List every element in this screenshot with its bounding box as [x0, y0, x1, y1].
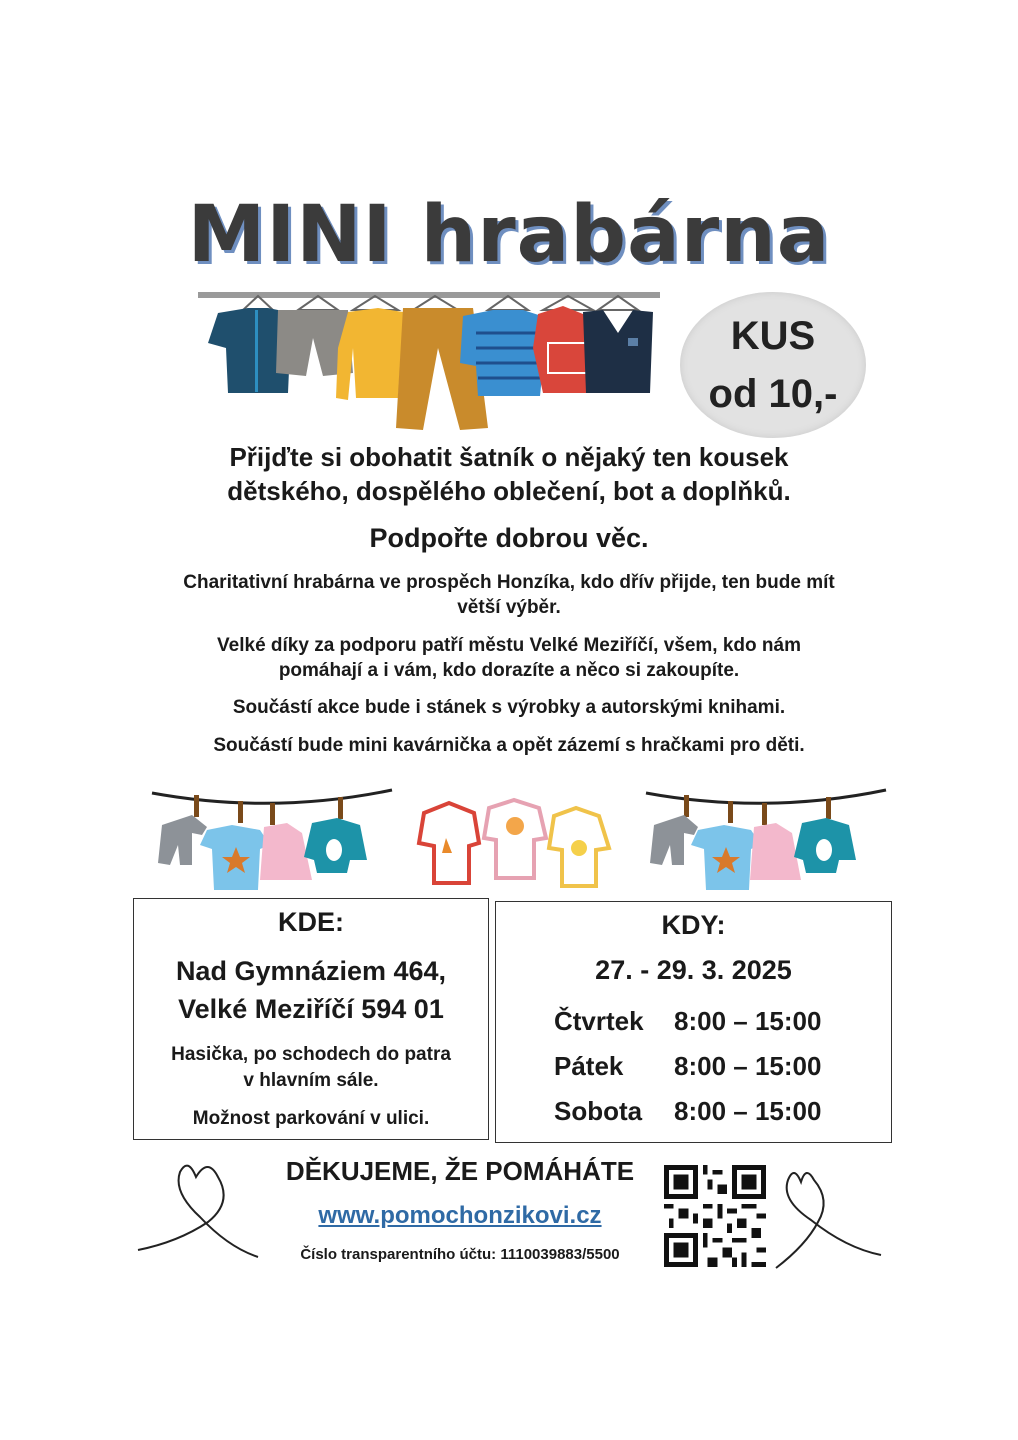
thanks-text: DĚKUJEME, ŽE POMÁHÁTE [285, 1156, 635, 1186]
schedule-day: Sobota [554, 1096, 643, 1126]
baby-clothesline-icon [646, 785, 891, 895]
baby-clothesline-icon [152, 785, 397, 895]
qr-code-icon[interactable] [664, 1165, 766, 1267]
where-box [133, 898, 489, 1140]
schedule-time: 8:00 – 15:00 [674, 1051, 822, 1081]
support-slogan: Podpořte dobrou věc. [369, 523, 649, 553]
intro-line-1: Přijďte si obohatit šatník o nějaký ten kousek [229, 442, 789, 472]
schedule-day: Čtvrtek [554, 1006, 644, 1036]
schedule-time: 8:00 – 15:00 [674, 1096, 822, 1126]
when-box [495, 901, 892, 1143]
paragraph-charity-line-2: větší výběr. [457, 597, 561, 618]
paragraph-thanks-line-2: pomáhají a i vám, kdo dorazíte a něco si zakoupíte. [278, 660, 740, 681]
schedule-day: Pátek [554, 1051, 624, 1081]
heart-line-icon [776, 1160, 886, 1270]
paragraph-thanks [140, 633, 878, 683]
price-badge-amount: od 10,- [708, 372, 838, 416]
address-line-2: Velké Meziříčí 594 01 [178, 994, 444, 1024]
website-link[interactable]: www.pomochonzikovi.cz [318, 1202, 602, 1229]
schedule-time: 8:00 – 15:00 [674, 1006, 822, 1036]
address-line-1: Nad Gymnáziem 464, [175, 956, 447, 986]
account-number: Číslo transparentního účtu: 1110039883/5500 [300, 1246, 620, 1263]
when-heading: KDY: [661, 910, 726, 940]
baby-bodysuits-icon [414, 798, 614, 893]
paragraph-thanks-line-1: Velké díky za podporu patří městu Velké Meziříčí, všem, kdo nám [217, 635, 801, 656]
paragraph-stand: Součástí akce bude i stánek s výrobky a autorskými knihami. [232, 697, 786, 718]
price-badge [680, 292, 866, 438]
event-dates: 27. - 29. 3. 2025 [595, 955, 792, 985]
paragraph-cafe: Součástí bude mini kavárnička a opět zázemí s hračkami pro děti. [213, 735, 805, 756]
poster-title: MINI hrabárna [187, 190, 831, 280]
parking-note: Možnost parkování v ulici. [192, 1108, 430, 1129]
venue-note-line-2: v hlavním sále. [243, 1070, 379, 1091]
clothes-rack-icon [198, 288, 663, 433]
paragraph-charity-line-1: Charitativní hrabárna ve prospěch Honzíka, kdo dřív přijde, ten bude mít [183, 572, 835, 593]
intro-line-2: dětského, dospělého oblečení, bot a doplňků. [227, 476, 791, 506]
venue-note-line-1: Hasička, po schodech do patra [171, 1044, 451, 1065]
price-badge-unit: KUS [730, 314, 816, 358]
paragraph-charity [140, 570, 878, 620]
intro-text [0, 440, 1018, 508]
where-heading: KDE: [278, 907, 344, 937]
